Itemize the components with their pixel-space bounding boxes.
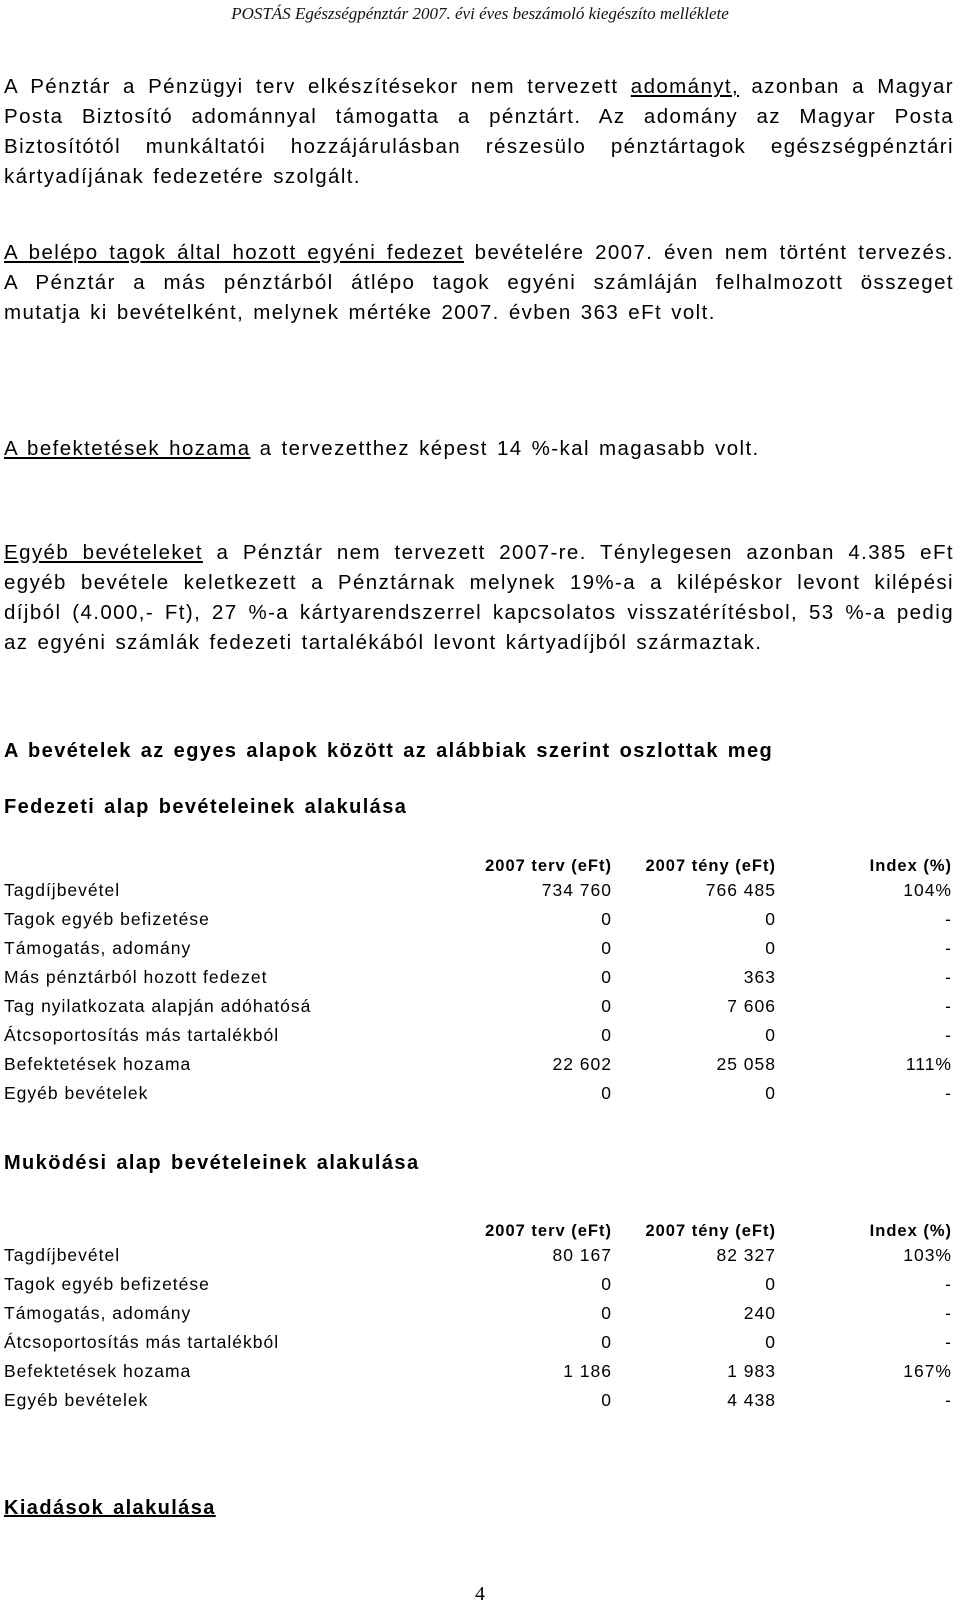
table-row bbox=[4, 1241, 958, 1270]
actual-value: 0 bbox=[765, 938, 776, 958]
table-row bbox=[4, 934, 958, 963]
row-label: Más pénztárból hozott fedezet bbox=[4, 967, 268, 987]
row-label: Támogatás, adomány bbox=[4, 938, 192, 958]
row-label: Átcsoportosítás más tartalékból bbox=[4, 1025, 280, 1045]
plan-value: 0 bbox=[601, 1332, 612, 1352]
header-index: Index (%) bbox=[869, 1222, 952, 1240]
section-heading-kiadasok bbox=[4, 1497, 954, 1520]
row-label: Egyéb bevételek bbox=[4, 1083, 149, 1103]
index-value: - bbox=[945, 1025, 952, 1045]
index-value: - bbox=[945, 1083, 952, 1103]
plan-value: 0 bbox=[601, 909, 612, 929]
underlined-term: A befektetések hozama bbox=[4, 437, 251, 460]
header-actual: 2007 tény (eFt) bbox=[645, 857, 776, 875]
plan-value: 22 602 bbox=[552, 1054, 612, 1074]
heading-text: Fedezeti alap bevételeinek alakulása bbox=[4, 796, 408, 818]
table-header-row bbox=[4, 848, 958, 876]
header-plan: 2007 terv (eFt) bbox=[485, 857, 612, 875]
plan-value: 0 bbox=[601, 996, 612, 1016]
index-value: - bbox=[945, 967, 952, 987]
table-row bbox=[4, 1270, 958, 1299]
table-row bbox=[4, 1328, 958, 1357]
section-heading-main bbox=[4, 740, 954, 763]
section-heading-mukodesi bbox=[4, 1152, 954, 1175]
text-segment: azonban a Magyar Posta Biztosító adománnyal támogatta a pénztárt. Az adomány az Magyar Posta Biztosítótól munkáltatói hozzájárulásban részesülo pénztártagok egészségpénztári kártyadíjának fedezetére szolgált. bbox=[4, 75, 954, 188]
actual-value: 0 bbox=[765, 1025, 776, 1045]
header-plan: 2007 terv (eFt) bbox=[485, 1222, 612, 1240]
actual-value: 0 bbox=[765, 909, 776, 929]
actual-value: 4 438 bbox=[727, 1390, 776, 1410]
table-row bbox=[4, 905, 958, 934]
table-row bbox=[4, 1079, 958, 1108]
page-number: 4 bbox=[475, 1583, 485, 1605]
plan-value: 0 bbox=[601, 1274, 612, 1294]
index-value: - bbox=[945, 938, 952, 958]
mukodesi-table bbox=[4, 1213, 958, 1415]
row-label: Átcsoportosítás más tartalékból bbox=[4, 1332, 280, 1352]
text-segment: a Pénztár nem tervezett 2007-re. Ténylegesen azonban 4.385 eFt egyéb bevétele keletkezett a Pénztárnak melynek 19%-a a kilépéskor levont kilépési díjból (4.000,- Ft), 27 %-a kártyarendszerrel kapcsolatos visszatérítésbol, 53 %-a pedig az egyéni számlák fedezeti tartalékából levont kártyadíjból származtak. bbox=[4, 541, 954, 654]
plan-value: 0 bbox=[601, 967, 612, 987]
index-value: - bbox=[945, 909, 952, 929]
paragraph-belepo-tagok bbox=[4, 238, 954, 328]
row-label: Tagdíjbevétel bbox=[4, 880, 121, 900]
header-actual: 2007 tény (eFt) bbox=[645, 1222, 776, 1240]
plan-value: 734 760 bbox=[541, 880, 612, 900]
index-value: - bbox=[945, 1332, 952, 1352]
plan-value: 0 bbox=[601, 1303, 612, 1323]
plan-value: 0 bbox=[601, 1025, 612, 1045]
index-value: - bbox=[945, 1303, 952, 1323]
fedezeti-table bbox=[4, 848, 958, 1108]
table-row bbox=[4, 963, 958, 992]
row-label: Befektetések hozama bbox=[4, 1361, 192, 1381]
row-label: Egyéb bevételek bbox=[4, 1390, 149, 1410]
underlined-term: adományt, bbox=[630, 75, 740, 98]
actual-value: 766 485 bbox=[705, 880, 776, 900]
index-value: 104% bbox=[903, 880, 952, 900]
row-label: Befektetések hozama bbox=[4, 1054, 192, 1074]
index-value: 111% bbox=[905, 1054, 952, 1074]
table-row bbox=[4, 1357, 958, 1386]
actual-value: 0 bbox=[765, 1083, 776, 1103]
actual-value: 240 bbox=[743, 1303, 776, 1323]
table-row bbox=[4, 1386, 958, 1415]
paragraph-egyeb-bevetelek bbox=[4, 538, 954, 658]
text-segment: A Pénztár a Pénzügyi terv elkészítésekor nem tervezett bbox=[4, 75, 631, 98]
page-header: POSTÁS Egészségpénztár 2007. évi éves beszámoló kiegészíto melléklete bbox=[231, 4, 729, 23]
heading-text: Muködési alap bevételeinek alakulása bbox=[4, 1152, 420, 1174]
underlined-term: A belépo tagok által hozott egyéni fedezet bbox=[4, 241, 464, 264]
heading-text: A bevételek az egyes alapok között az alábbiak szerint oszlottak meg bbox=[4, 740, 774, 762]
table-header-row bbox=[4, 1213, 958, 1241]
actual-value: 0 bbox=[765, 1274, 776, 1294]
text-segment: bevételére 2007. éven nem történt tervezés. A Pénztár a más pénztárból átlépo tagok egyéni számláján felhalmozott összeget mutatja ki bevételként, melynek mértéke 2007. évben 363 eFt volt. bbox=[4, 241, 954, 324]
actual-value: 363 bbox=[743, 967, 776, 987]
header-label-empty bbox=[4, 1213, 364, 1241]
header-label-empty bbox=[4, 848, 364, 876]
plan-value: 0 bbox=[601, 1083, 612, 1103]
plan-value: 1 186 bbox=[563, 1361, 612, 1381]
plan-value: 0 bbox=[601, 938, 612, 958]
index-value: - bbox=[945, 996, 952, 1016]
table-row bbox=[4, 876, 958, 905]
paragraph-befektetesek bbox=[4, 434, 954, 464]
index-value: 103% bbox=[903, 1245, 952, 1265]
table-row bbox=[4, 992, 958, 1021]
paragraph-adomany bbox=[4, 72, 954, 192]
table-row bbox=[4, 1021, 958, 1050]
index-value: - bbox=[945, 1274, 952, 1294]
index-value: - bbox=[945, 1390, 952, 1410]
table-row bbox=[4, 1299, 958, 1328]
heading-text: Kiadások alakulása bbox=[4, 1497, 216, 1519]
actual-value: 1 983 bbox=[727, 1361, 776, 1381]
table-row bbox=[4, 1050, 958, 1079]
index-value: 167% bbox=[903, 1361, 952, 1381]
actual-value: 7 606 bbox=[727, 996, 776, 1016]
row-label: Tag nyilatkozata alapján adóhatósá bbox=[4, 996, 312, 1016]
header-index: Index (%) bbox=[869, 857, 952, 875]
text-segment: a tervezetthez képest 14 %-kal magasabb volt. bbox=[250, 437, 760, 460]
row-label: Tagdíjbevétel bbox=[4, 1245, 121, 1265]
actual-value: 0 bbox=[765, 1332, 776, 1352]
plan-value: 0 bbox=[601, 1390, 612, 1410]
plan-value: 80 167 bbox=[552, 1245, 612, 1265]
actual-value: 25 058 bbox=[716, 1054, 776, 1074]
underlined-term: Egyéb bevételeket bbox=[4, 541, 203, 564]
actual-value: 82 327 bbox=[716, 1245, 776, 1265]
section-heading-fedezeti bbox=[4, 796, 954, 819]
row-label: Tagok egyéb befizetése bbox=[4, 909, 210, 929]
row-label: Támogatás, adomány bbox=[4, 1303, 192, 1323]
row-label: Tagok egyéb befizetése bbox=[4, 1274, 210, 1294]
